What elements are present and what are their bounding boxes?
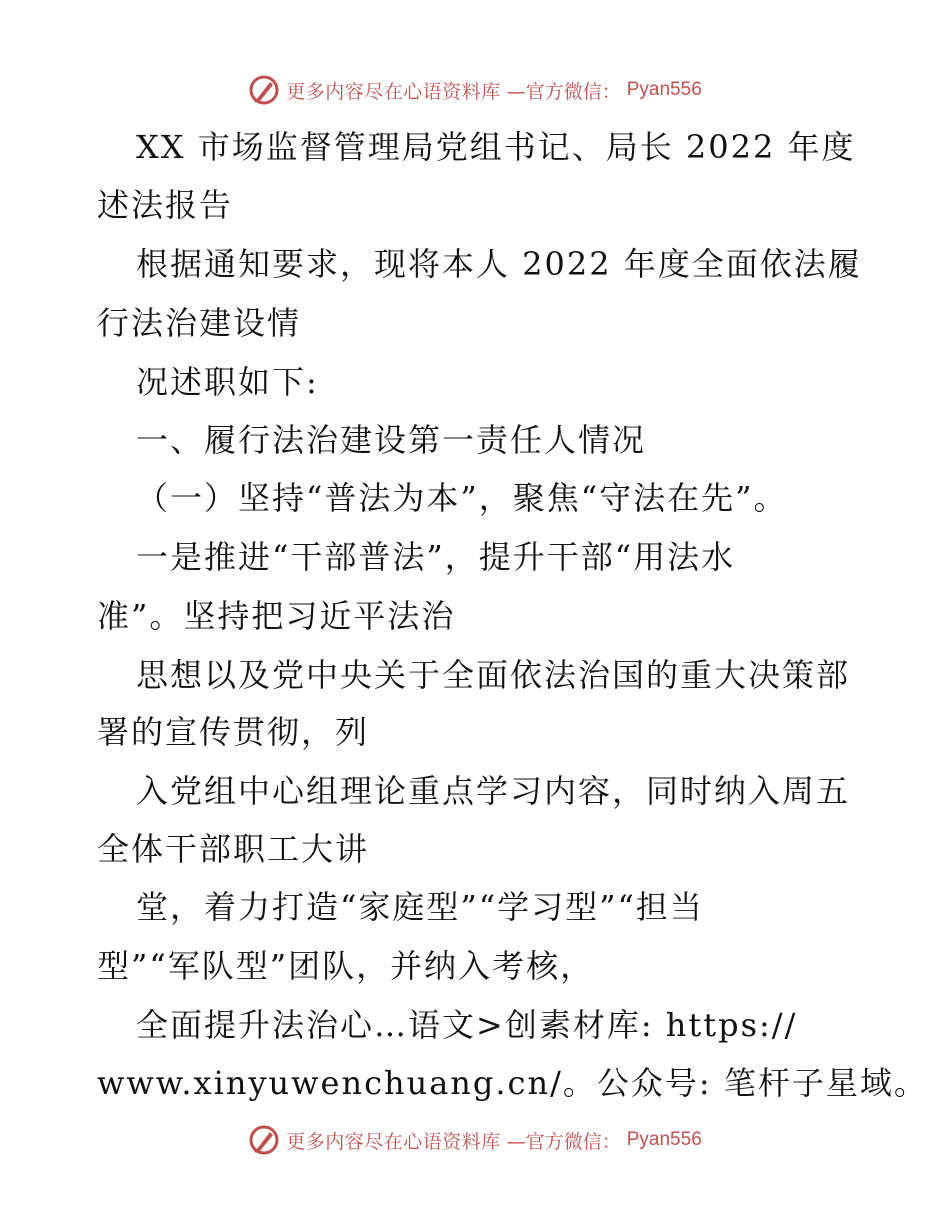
doc-line: www.xinyuwenchuang.cn/。公众号: 笔杆子星域。 — [97, 1064, 928, 1102]
doc-line: （一）坚持“普法为本”，聚焦“守法在先”。 — [136, 479, 788, 517]
doc-line: 堂，着力打造“家庭型”“学习型”“担当 — [136, 888, 704, 926]
watermark-account: Pyan556 — [626, 79, 702, 100]
watermark-separator: —官方微信： — [506, 1130, 621, 1153]
doc-line: 况述职如下: — [136, 363, 319, 401]
doc-line: 一是推进“干部普法”，提升干部“用法水 — [136, 538, 736, 576]
doc-line: 全体干部职工大讲 — [97, 830, 370, 868]
doc-line: 行法治建设情 — [97, 304, 302, 342]
doc-line: 述法报告 — [97, 186, 234, 224]
watermark-text: 更多内容尽在心语资料库 — [286, 1130, 501, 1153]
header-watermark — [0, 70, 950, 110]
doc-line: 根据通知要求，现将本人 2022 年度全面依法履 — [136, 245, 862, 283]
doc-line: 型”“军队型”团队，并纳入考核， — [97, 947, 595, 985]
footer-watermark — [0, 1120, 950, 1160]
doc-line: 署的宣传贯彻，列 — [97, 713, 370, 751]
doc-line: 入党组中心组理论重点学习内容，同时纳入周五 — [136, 772, 851, 810]
watermark-text: 更多内容尽在心语资料库 — [286, 80, 501, 103]
watermark-account: Pyan556 — [626, 1129, 702, 1150]
doc-line: 全面提升法治心…语文>创素材库: https:// — [136, 1006, 798, 1044]
doc-line: 思想以及党中央关于全面依法治国的重大决策部 — [136, 656, 851, 694]
quill-logo-icon — [248, 74, 280, 106]
watermark-separator: —官方微信： — [506, 80, 621, 103]
doc-line: 准”。坚持把习近平法治 — [97, 597, 456, 635]
doc-line: XX 市场监督管理局党组书记、局长 2022 年度 — [136, 128, 856, 166]
quill-logo-icon — [248, 1124, 280, 1156]
doc-line: 一、履行法治建设第一责任人情况 — [136, 421, 647, 459]
